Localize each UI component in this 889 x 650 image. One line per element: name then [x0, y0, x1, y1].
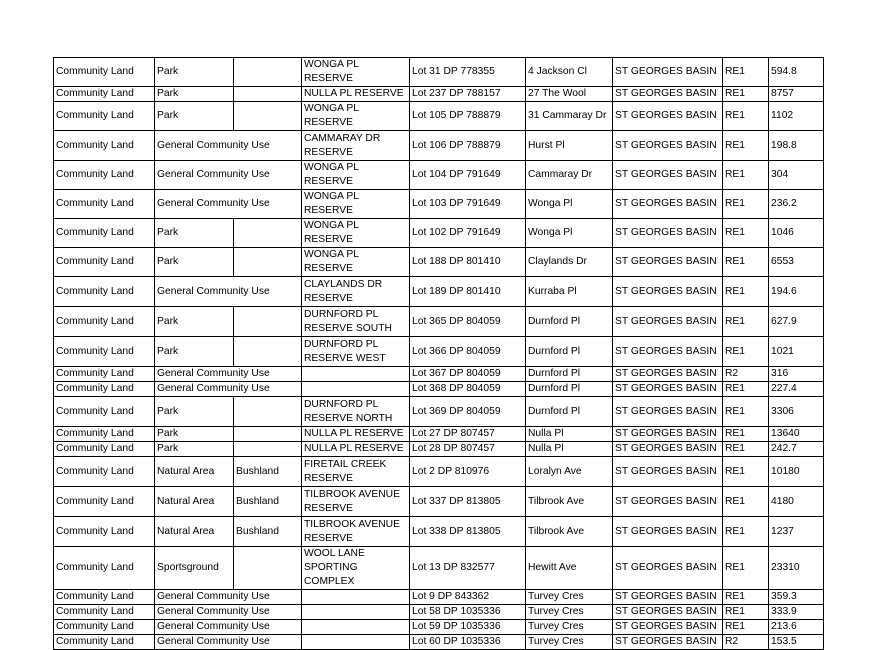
table-body — [54, 58, 824, 650]
area-cell: 304 — [769, 161, 824, 190]
locality-cell: ST GEORGES BASIN — [613, 131, 723, 161]
street-cell: Durnford Pl — [526, 382, 613, 397]
street-cell: Turvey Cres — [526, 605, 613, 620]
street-cell: Claylands Dr — [526, 248, 613, 277]
sub-category-cell: General Community Use — [155, 635, 302, 650]
reserve-name-cell: CAMMARAY DR RESERVE — [302, 131, 410, 161]
street-cell: 27 The Wool — [526, 87, 613, 102]
lot-dp-cell: Lot 365 DP 804059 — [410, 307, 526, 337]
table-row — [54, 219, 824, 248]
locality-cell: ST GEORGES BASIN — [613, 487, 723, 517]
area-cell: 6553 — [769, 248, 824, 277]
zone-cell: RE1 — [723, 487, 769, 517]
table-row — [54, 620, 824, 635]
reserve-name-cell: WONGA PL RESERVE — [302, 190, 410, 219]
zone-cell: RE1 — [723, 87, 769, 102]
lot-dp-cell: Lot 367 DP 804059 — [410, 367, 526, 382]
sub-category-cell: General Community Use — [155, 590, 302, 605]
area-cell: 359.3 — [769, 590, 824, 605]
table-row — [54, 161, 824, 190]
reserve-name-cell: TILBROOK AVENUE RESERVE — [302, 487, 410, 517]
zone-cell: RE1 — [723, 190, 769, 219]
table-row — [54, 367, 824, 382]
table-row — [54, 397, 824, 427]
street-cell: Turvey Cres — [526, 590, 613, 605]
table-row — [54, 427, 824, 442]
sub-category-cell: Natural Area — [155, 457, 234, 487]
lot-dp-cell: Lot 31 DP 778355 — [410, 58, 526, 87]
category-cell: Community Land — [54, 337, 155, 367]
lot-dp-cell: Lot 366 DP 804059 — [410, 337, 526, 367]
sub-category-cell: General Community Use — [155, 367, 302, 382]
locality-cell: ST GEORGES BASIN — [613, 87, 723, 102]
table-row — [54, 190, 824, 219]
zone-cell: RE1 — [723, 307, 769, 337]
area-cell: 23310 — [769, 547, 824, 590]
category-cell: Community Land — [54, 442, 155, 457]
category-cell: Community Land — [54, 102, 155, 131]
locality-cell: ST GEORGES BASIN — [613, 219, 723, 248]
street-cell: Hurst Pl — [526, 131, 613, 161]
sub-category-cell: Sportsground — [155, 547, 234, 590]
reserve-name-cell: DURNFORD PL RESERVE WEST — [302, 337, 410, 367]
reserve-name-cell — [302, 620, 410, 635]
type-cell — [234, 427, 302, 442]
lot-dp-cell: Lot 2 DP 810976 — [410, 457, 526, 487]
table-row — [54, 635, 824, 650]
reserve-name-cell: NULLA PL RESERVE — [302, 427, 410, 442]
sub-category-cell: Park — [155, 337, 234, 367]
area-cell: 153.5 — [769, 635, 824, 650]
category-cell: Community Land — [54, 277, 155, 307]
category-cell: Community Land — [54, 635, 155, 650]
reserve-name-cell — [302, 590, 410, 605]
street-cell: Tilbrook Ave — [526, 517, 613, 547]
street-cell: Nulla Pl — [526, 442, 613, 457]
street-cell: Hewitt Ave — [526, 547, 613, 590]
category-cell: Community Land — [54, 517, 155, 547]
table-row — [54, 457, 824, 487]
table-row — [54, 102, 824, 131]
zone-cell: RE1 — [723, 605, 769, 620]
zone-cell: RE1 — [723, 58, 769, 87]
locality-cell: ST GEORGES BASIN — [613, 427, 723, 442]
locality-cell: ST GEORGES BASIN — [613, 248, 723, 277]
reserve-name-cell: WONGA PL RESERVE — [302, 161, 410, 190]
reserve-name-cell — [302, 367, 410, 382]
category-cell: Community Land — [54, 131, 155, 161]
reserve-name-cell: NULLA PL RESERVE — [302, 87, 410, 102]
table-row — [54, 487, 824, 517]
sub-category-cell: Park — [155, 397, 234, 427]
street-cell: Durnford Pl — [526, 397, 613, 427]
locality-cell: ST GEORGES BASIN — [613, 161, 723, 190]
locality-cell: ST GEORGES BASIN — [613, 58, 723, 87]
street-cell: 4 Jackson Cl — [526, 58, 613, 87]
category-cell: Community Land — [54, 487, 155, 517]
area-cell: 627.9 — [769, 307, 824, 337]
table-row — [54, 517, 824, 547]
table-row — [54, 442, 824, 457]
table-row — [54, 382, 824, 397]
locality-cell: ST GEORGES BASIN — [613, 307, 723, 337]
reserve-name-cell — [302, 605, 410, 620]
category-cell: Community Land — [54, 307, 155, 337]
lot-dp-cell: Lot 368 DP 804059 — [410, 382, 526, 397]
zone-cell: RE1 — [723, 547, 769, 590]
category-cell: Community Land — [54, 58, 155, 87]
locality-cell: ST GEORGES BASIN — [613, 337, 723, 367]
type-cell — [234, 397, 302, 427]
street-cell: Durnford Pl — [526, 337, 613, 367]
reserve-name-cell: NULLA PL RESERVE — [302, 442, 410, 457]
type-cell: Bushland — [234, 457, 302, 487]
lot-dp-cell: Lot 105 DP 788879 — [410, 102, 526, 131]
zone-cell: RE1 — [723, 397, 769, 427]
type-cell: Bushland — [234, 517, 302, 547]
area-cell: 1237 — [769, 517, 824, 547]
reserve-name-cell: WONGA PL RESERVE — [302, 58, 410, 87]
category-cell: Community Land — [54, 190, 155, 219]
zone-cell: RE1 — [723, 248, 769, 277]
type-cell — [234, 219, 302, 248]
category-cell: Community Land — [54, 590, 155, 605]
lot-dp-cell: Lot 9 DP 843362 — [410, 590, 526, 605]
locality-cell: ST GEORGES BASIN — [613, 190, 723, 219]
zone-cell: RE1 — [723, 219, 769, 248]
category-cell: Community Land — [54, 397, 155, 427]
reserve-name-cell: WOOL LANE SPORTING COMPLEX — [302, 547, 410, 590]
table-row — [54, 58, 824, 87]
lot-dp-cell: Lot 369 DP 804059 — [410, 397, 526, 427]
lot-dp-cell: Lot 337 DP 813805 — [410, 487, 526, 517]
area-cell: 10180 — [769, 457, 824, 487]
category-cell: Community Land — [54, 605, 155, 620]
area-cell: 333.9 — [769, 605, 824, 620]
locality-cell: ST GEORGES BASIN — [613, 620, 723, 635]
locality-cell: ST GEORGES BASIN — [613, 382, 723, 397]
zone-cell: RE1 — [723, 620, 769, 635]
sub-category-cell: General Community Use — [155, 131, 302, 161]
table-row — [54, 307, 824, 337]
street-cell: Tilbrook Ave — [526, 487, 613, 517]
zone-cell: RE1 — [723, 277, 769, 307]
sub-category-cell: General Community Use — [155, 382, 302, 397]
category-cell: Community Land — [54, 382, 155, 397]
zone-cell: RE1 — [723, 337, 769, 367]
type-cell — [234, 547, 302, 590]
sub-category-cell: Park — [155, 219, 234, 248]
area-cell: 1102 — [769, 102, 824, 131]
lot-dp-cell: Lot 27 DP 807457 — [410, 427, 526, 442]
street-cell: Turvey Cres — [526, 620, 613, 635]
lot-dp-cell: Lot 189 DP 801410 — [410, 277, 526, 307]
type-cell — [234, 102, 302, 131]
lot-dp-cell: Lot 13 DP 832577 — [410, 547, 526, 590]
locality-cell: ST GEORGES BASIN — [613, 367, 723, 382]
area-cell: 594.8 — [769, 58, 824, 87]
lot-dp-cell: Lot 104 DP 791649 — [410, 161, 526, 190]
sub-category-cell: General Community Use — [155, 190, 302, 219]
street-cell: Nulla Pl — [526, 427, 613, 442]
locality-cell: ST GEORGES BASIN — [613, 457, 723, 487]
lot-dp-cell: Lot 58 DP 1035336 — [410, 605, 526, 620]
zone-cell: RE1 — [723, 457, 769, 487]
locality-cell: ST GEORGES BASIN — [613, 277, 723, 307]
area-cell: 13640 — [769, 427, 824, 442]
street-cell: 31 Cammaray Dr — [526, 102, 613, 131]
reserve-name-cell: WONGA PL RESERVE — [302, 102, 410, 131]
locality-cell: ST GEORGES BASIN — [613, 102, 723, 131]
lot-dp-cell: Lot 106 DP 788879 — [410, 131, 526, 161]
area-cell: 3306 — [769, 397, 824, 427]
type-cell — [234, 58, 302, 87]
reserve-name-cell: CLAYLANDS DR RESERVE — [302, 277, 410, 307]
area-cell: 194.6 — [769, 277, 824, 307]
category-cell: Community Land — [54, 87, 155, 102]
lot-dp-cell: Lot 237 DP 788157 — [410, 87, 526, 102]
area-cell: 8757 — [769, 87, 824, 102]
lot-dp-cell: Lot 28 DP 807457 — [410, 442, 526, 457]
land-register-table — [53, 57, 824, 650]
table-row — [54, 87, 824, 102]
table-row — [54, 337, 824, 367]
category-cell: Community Land — [54, 161, 155, 190]
locality-cell: ST GEORGES BASIN — [613, 547, 723, 590]
lot-dp-cell: Lot 188 DP 801410 — [410, 248, 526, 277]
zone-cell: R2 — [723, 635, 769, 650]
table-row — [54, 590, 824, 605]
street-cell: Loralyn Ave — [526, 457, 613, 487]
type-cell — [234, 442, 302, 457]
sub-category-cell: General Community Use — [155, 605, 302, 620]
lot-dp-cell: Lot 59 DP 1035336 — [410, 620, 526, 635]
locality-cell: ST GEORGES BASIN — [613, 517, 723, 547]
sub-category-cell: Park — [155, 427, 234, 442]
sub-category-cell: Park — [155, 248, 234, 277]
street-cell: Cammaray Dr — [526, 161, 613, 190]
area-cell: 227.4 — [769, 382, 824, 397]
sub-category-cell: Park — [155, 58, 234, 87]
locality-cell: ST GEORGES BASIN — [613, 590, 723, 605]
sub-category-cell: General Community Use — [155, 620, 302, 635]
sub-category-cell: Natural Area — [155, 517, 234, 547]
sub-category-cell: General Community Use — [155, 277, 302, 307]
table-row — [54, 131, 824, 161]
reserve-name-cell — [302, 382, 410, 397]
table-row — [54, 547, 824, 590]
area-cell: 1046 — [769, 219, 824, 248]
lot-dp-cell: Lot 60 DP 1035336 — [410, 635, 526, 650]
area-cell: 1021 — [769, 337, 824, 367]
street-cell: Durnford Pl — [526, 307, 613, 337]
type-cell — [234, 337, 302, 367]
zone-cell: RE1 — [723, 161, 769, 190]
street-cell: Durnford Pl — [526, 367, 613, 382]
zone-cell: RE1 — [723, 517, 769, 547]
street-cell: Wonga Pl — [526, 190, 613, 219]
locality-cell: ST GEORGES BASIN — [613, 605, 723, 620]
zone-cell: RE1 — [723, 442, 769, 457]
lot-dp-cell: Lot 338 DP 813805 — [410, 517, 526, 547]
area-cell: 236.2 — [769, 190, 824, 219]
zone-cell: RE1 — [723, 590, 769, 605]
sub-category-cell: Park — [155, 442, 234, 457]
category-cell: Community Land — [54, 367, 155, 382]
reserve-name-cell: WONGA PL RESERVE — [302, 219, 410, 248]
category-cell: Community Land — [54, 219, 155, 248]
street-cell: Turvey Cres — [526, 635, 613, 650]
street-cell: Kurraba Pl — [526, 277, 613, 307]
zone-cell: RE1 — [723, 102, 769, 131]
type-cell — [234, 248, 302, 277]
reserve-name-cell: DURNFORD PL RESERVE SOUTH — [302, 307, 410, 337]
category-cell: Community Land — [54, 427, 155, 442]
category-cell: Community Land — [54, 457, 155, 487]
type-cell — [234, 307, 302, 337]
table-row — [54, 605, 824, 620]
table-row — [54, 277, 824, 307]
reserve-name-cell: WONGA PL RESERVE — [302, 248, 410, 277]
type-cell: Bushland — [234, 487, 302, 517]
area-cell: 316 — [769, 367, 824, 382]
locality-cell: ST GEORGES BASIN — [613, 397, 723, 427]
reserve-name-cell — [302, 635, 410, 650]
reserve-name-cell: TILBROOK AVENUE RESERVE — [302, 517, 410, 547]
category-cell: Community Land — [54, 248, 155, 277]
zone-cell: RE1 — [723, 382, 769, 397]
table-row — [54, 248, 824, 277]
locality-cell: ST GEORGES BASIN — [613, 635, 723, 650]
zone-cell: RE1 — [723, 131, 769, 161]
area-cell: 242.7 — [769, 442, 824, 457]
sub-category-cell: Park — [155, 87, 234, 102]
category-cell: Community Land — [54, 547, 155, 590]
reserve-name-cell: DURNFORD PL RESERVE NORTH — [302, 397, 410, 427]
sub-category-cell: Park — [155, 102, 234, 131]
lot-dp-cell: Lot 102 DP 791649 — [410, 219, 526, 248]
category-cell: Community Land — [54, 620, 155, 635]
type-cell — [234, 87, 302, 102]
area-cell: 4180 — [769, 487, 824, 517]
sub-category-cell: General Community Use — [155, 161, 302, 190]
reserve-name-cell: FIRETAIL CREEK RESERVE — [302, 457, 410, 487]
locality-cell: ST GEORGES BASIN — [613, 442, 723, 457]
lot-dp-cell: Lot 103 DP 791649 — [410, 190, 526, 219]
zone-cell: RE1 — [723, 427, 769, 442]
zone-cell: R2 — [723, 367, 769, 382]
sub-category-cell: Park — [155, 307, 234, 337]
area-cell: 198.8 — [769, 131, 824, 161]
area-cell: 213.6 — [769, 620, 824, 635]
sub-category-cell: Natural Area — [155, 487, 234, 517]
street-cell: Wonga Pl — [526, 219, 613, 248]
